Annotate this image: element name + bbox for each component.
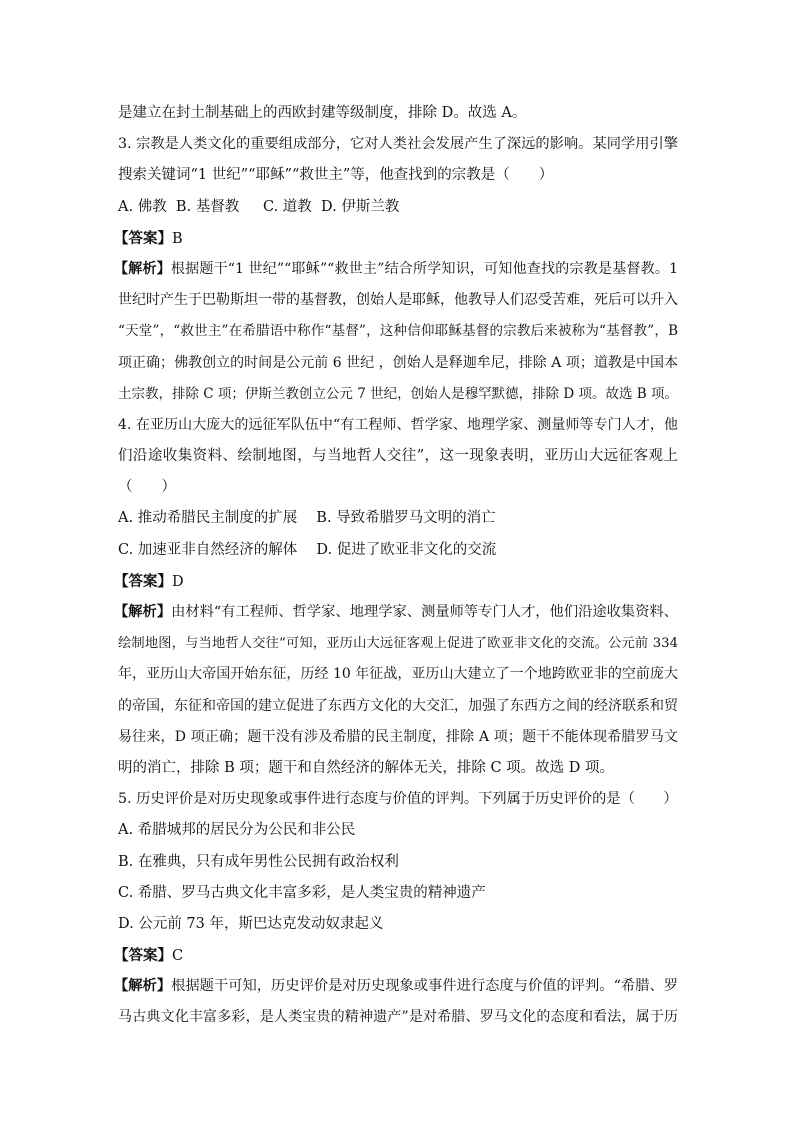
- question-4-stem-end: （ ）: [118, 479, 176, 496]
- question-3-stem-cont: 搜索关键词“1 世纪”“耶稣”“救世主”等，他查找到的宗教是（ ）: [118, 167, 554, 184]
- text-line: 是建立在封土制基础上的西欧封建等级制度，排除 D。故选 A。: [118, 105, 527, 121]
- answer-label: 【答案】: [114, 947, 172, 965]
- question-5-option-a: A. 希腊城邦的居民分为公民和非公民: [118, 822, 356, 839]
- text-line: 的帝国，东征和帝国的建立促进了东西方文化的大交汇，加强了东西方之间的经济联系和贸: [118, 697, 678, 714]
- question-3-stem: 3. 宗教是人类文化的重要组成部分，它对人类社会发展产生了深远的影响。某同学用引擎: [118, 136, 678, 153]
- text-line: 绘制地图，与当地哲人交往”可知，亚历山大远征客观上促进了欧亚非文化的交流。公元前 334: [118, 636, 678, 652]
- analysis-text: 由材料“有工程师、哲学家、地理学家、测量师等专门人才，他们沿途收集资料、: [171, 604, 678, 620]
- document-page: [114, 98, 678, 1034]
- analysis-label: 【解析】: [114, 978, 172, 995]
- question-3-answer: [114, 223, 678, 254]
- question-4-analysis: [114, 597, 678, 628]
- question-5-stem: 5. 历史评价是对历史现象或事件进行态度与价值的评判。下列属于历史评价的是（ ）: [118, 791, 678, 808]
- answer-label: 【答案】: [114, 229, 172, 247]
- analysis-text: 根据题干可知，历史评价是对历史现象或事件进行态度与价值的评判。“希腊、罗: [171, 978, 678, 995]
- analysis-label: 【解析】: [114, 260, 171, 277]
- question-3-analysis: [114, 254, 678, 285]
- answer-value: C: [172, 948, 184, 965]
- question-3-options: A. 佛教 B. 基督教 C. 道教 D. 伊斯兰教: [118, 198, 400, 215]
- answer-label: 【答案】: [114, 572, 172, 590]
- answer-value: B: [172, 230, 183, 247]
- question-5-option-d: D. 公元前 73 年，斯巴达克发动奴隶起义: [118, 915, 384, 932]
- question-4-options-cd: C. 加速亚非自然经济的解体 D. 促进了欧亚非文化的交流: [118, 541, 497, 558]
- analysis-text: 根据题干“1 世纪”“耶稣”“救世主”结合所学知识，可知他查找的宗教是基督教。1: [170, 260, 678, 277]
- analysis-label: 【解析】: [114, 604, 172, 620]
- question-5-analysis: [114, 971, 678, 1002]
- text-line: 世纪时产生于巴勒斯坦一带的基督教，创始人是耶稣，他教导人们忍受苦难，死后可以升入: [118, 292, 678, 309]
- question-5-option-c: C. 希腊、罗马古典文化丰富多彩，是人类宝贵的精神遗产: [118, 884, 486, 901]
- question-4-options-ab: A. 推动希腊民主制度的扩展 B. 导致希腊罗马文明的消亡: [118, 510, 496, 527]
- answer-value: D: [172, 573, 184, 590]
- text-line: “天堂”，“救世主”在希腊语中称作“基督”，这种信仰耶稣基督的宗教后来被称为“基督教”，B: [118, 323, 678, 340]
- question-4-stem-cont: 们沿途收集资料、绘制地图，与当地哲人交往”，这一现象表明，亚历山大远征客观上: [118, 448, 678, 465]
- question-4-answer: [114, 566, 678, 597]
- text-line: 土宗教，排除 C 项；伊斯兰教创立公元 7 世纪，创始人是穆罕默德，排除 D 项。故选 B 项。: [118, 385, 678, 402]
- text-line: 易往来，D 项正确；题干没有涉及希腊的民主制度，排除 A 项；题干不能体现希腊罗马文: [118, 728, 678, 745]
- text-line: 马古典文化丰富多彩，是人类宝贵的精神遗产”是对希腊、罗马文化的态度和看法，属于历: [118, 1009, 678, 1026]
- question-5-answer: [114, 940, 678, 971]
- text-line: 年，亚历山大帝国开始东征，历经 10 年征战，亚历山大建立了一个地跨欧亚非的空前庞大: [118, 666, 678, 683]
- text-line: 明的消亡，排除 B 项；题干和自然经济的解体无关，排除 C 项。故选 D 项。: [118, 759, 615, 776]
- text-line: 项正确；佛教创立的时间是公元前 6 世纪 ，创始人是释迦牟尼，排除 A 项；道教是中国本: [118, 354, 678, 371]
- question-5-option-b: B. 在雅典，只有成年男性公民拥有政治权利: [118, 853, 399, 870]
- question-4-stem: 4. 在亚历山大庞大的远征军队伍中“有工程师、哲学家、地理学家、测量师等专门人才，他: [118, 416, 678, 433]
